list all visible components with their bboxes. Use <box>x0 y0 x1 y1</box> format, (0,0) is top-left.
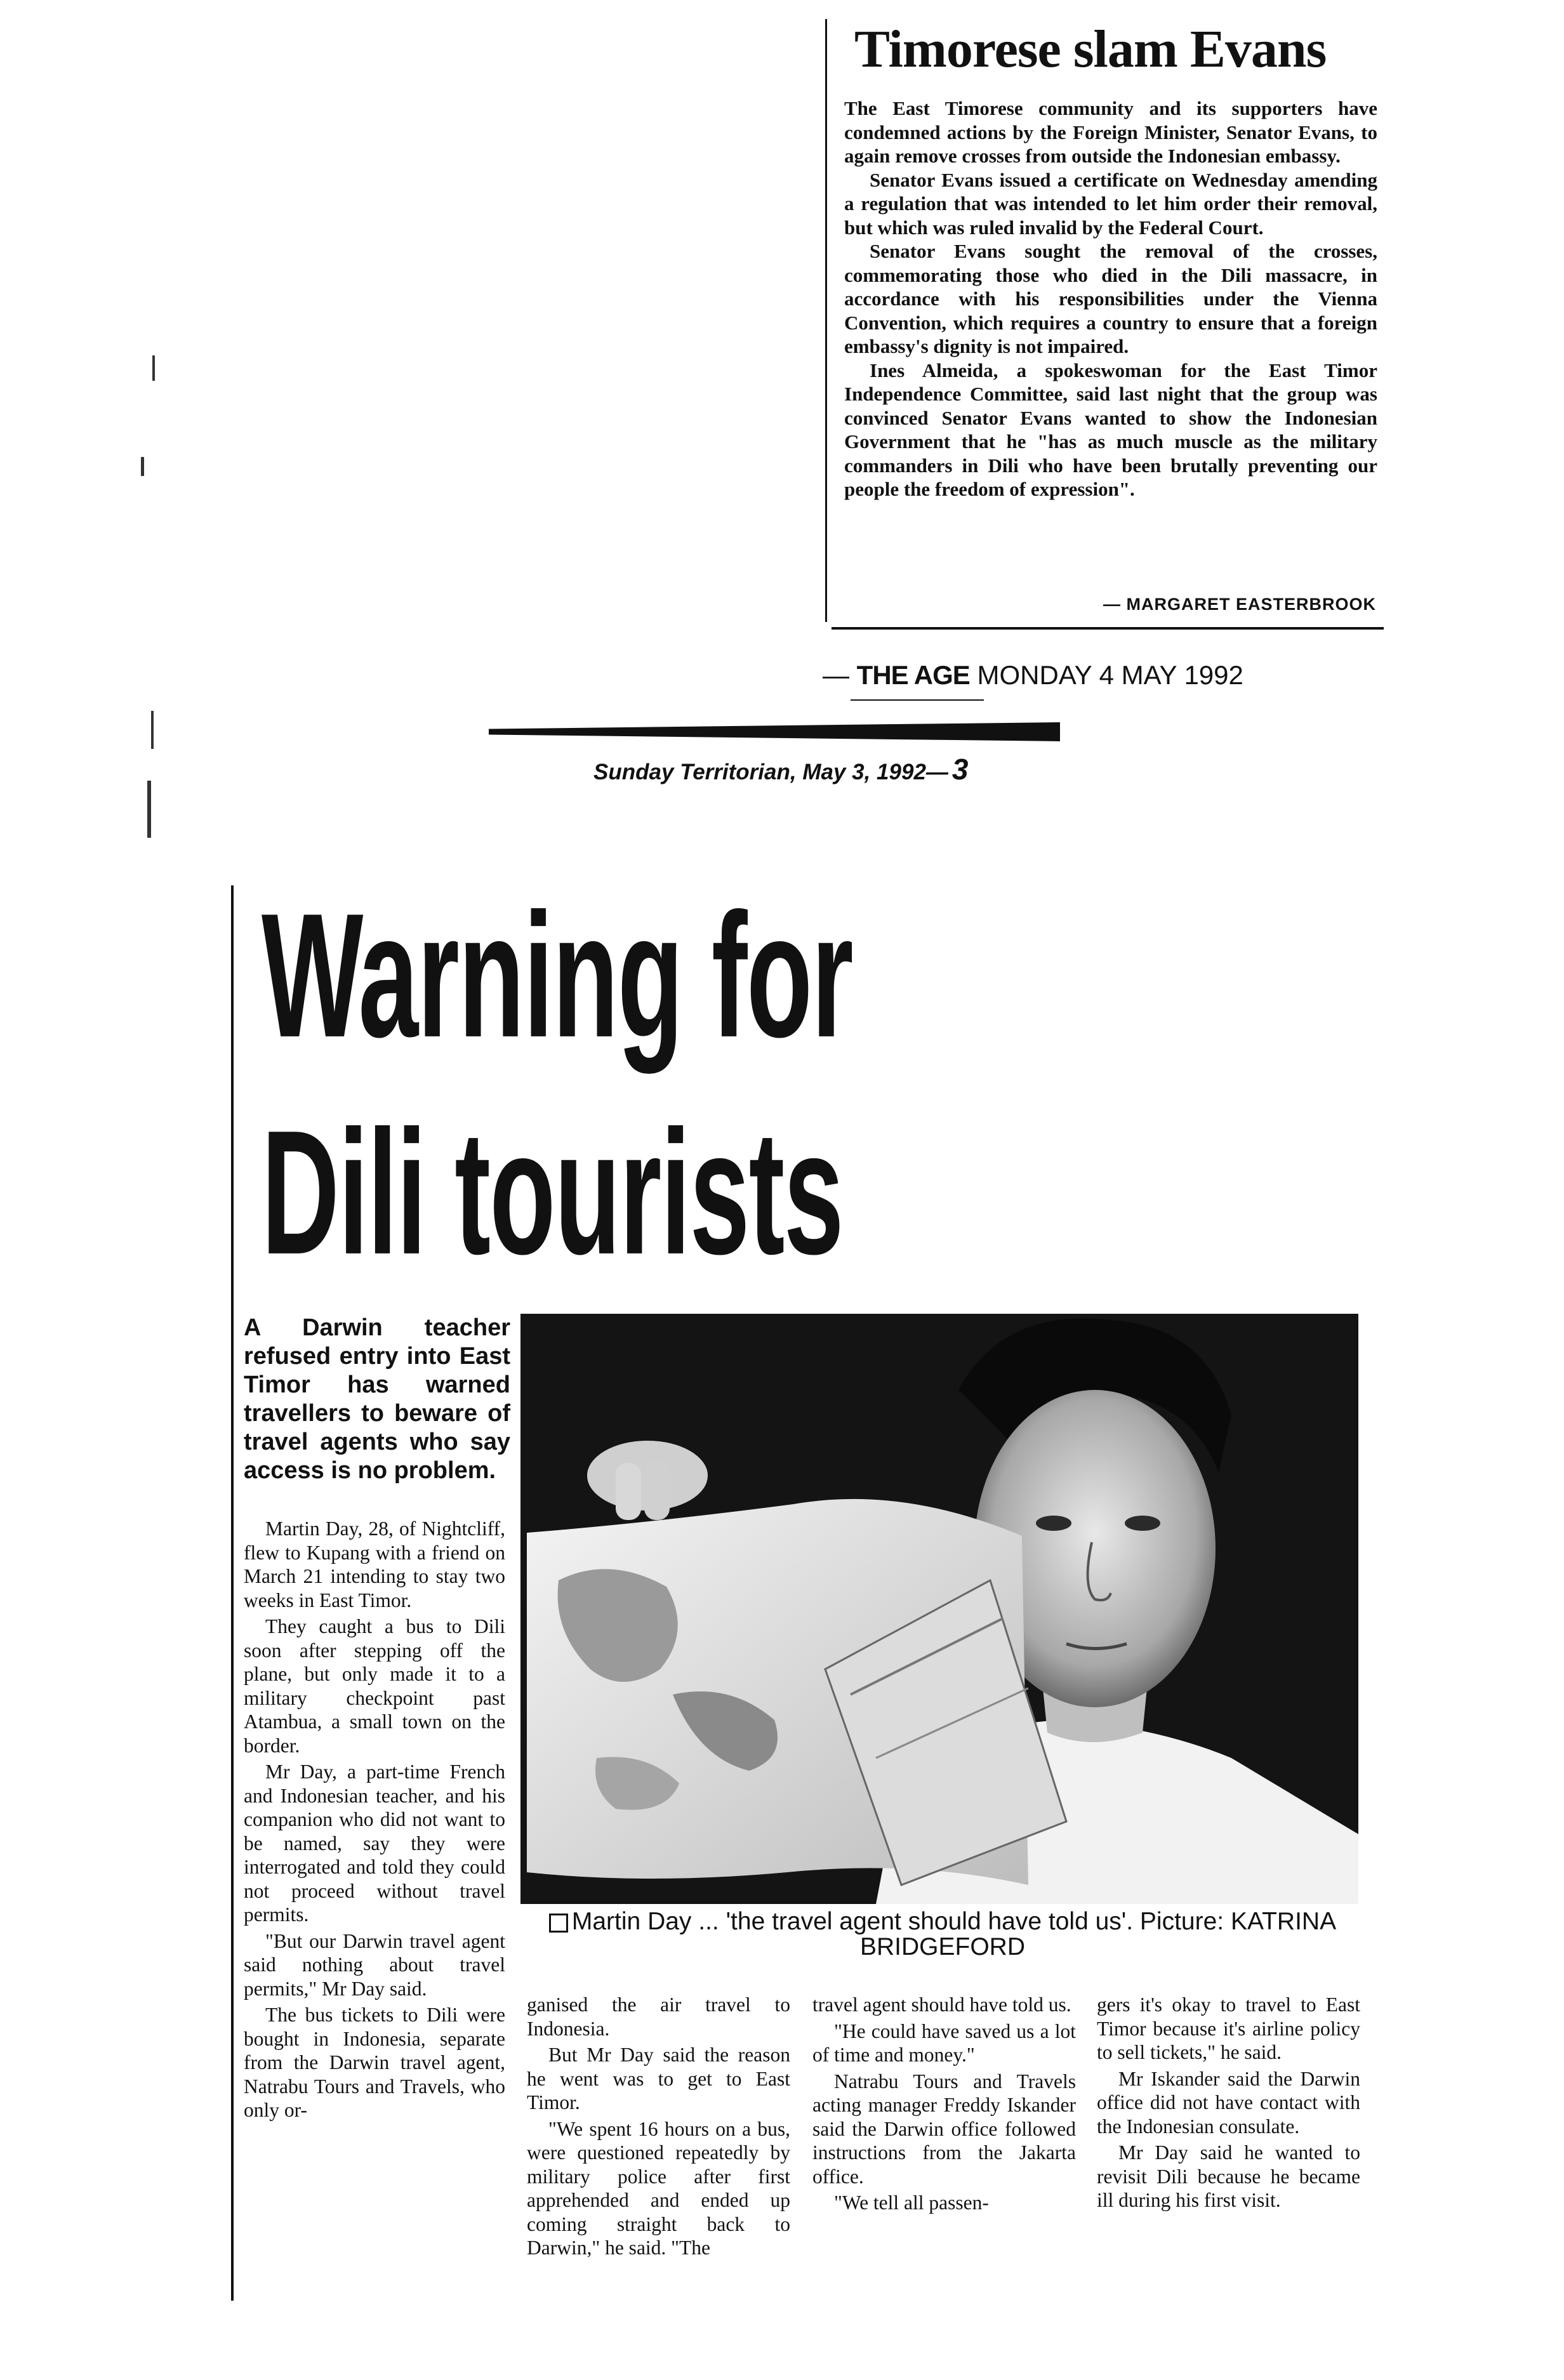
paragraph: travel agent should have told us. <box>812 1993 1071 2016</box>
age-paragraph: Ines Almeida, a spokeswoman for the East Timor Independence Committee, said last night that the group was convinced Senator Evans wanted to show the Indonesian Government that he "has as much muscle as the military commanders in Dili who have been brutally preventing our people the freedom of expression". <box>844 359 1377 500</box>
dateline-prefix: — <box>823 660 857 690</box>
age-headline: Timorese slam Evans <box>854 20 1327 79</box>
paragraph: The bus tickets to Dili were bought in Indonesia, separate from the Darwin travel agent, Natrabu Tours and Travels, who only or- <box>244 2004 505 2121</box>
age-article-body <box>844 96 1377 501</box>
story-column-2 <box>527 1993 790 2263</box>
caption-text: Martin Day ... 'the travel agent should have told us'. Picture: KATRINA BRIDGEFORD <box>571 1908 1337 1960</box>
dateline-paper: THE AGE <box>856 660 970 690</box>
masthead-bar <box>489 722 1060 741</box>
age-paragraph: Senator Evans issued a certificate on Wednesday amending a regulation that was intended to let him order their removal, but which was ruled invalid by the Federal Court. <box>844 168 1377 239</box>
dateline-date: MONDAY 4 MAY 1992 <box>969 660 1243 690</box>
dateline-underline <box>851 699 984 701</box>
caption-box-icon <box>549 1914 568 1933</box>
paragraph: But Mr Day said the reason he went was to get to East Timor. <box>527 2044 790 2113</box>
scan-mark <box>151 711 154 749</box>
headline-line-1: Warning for <box>262 876 853 1074</box>
page-number: 3 <box>951 753 969 786</box>
news-photo <box>520 1314 1358 1904</box>
headline-line-2: Dili tourists <box>262 1094 843 1292</box>
photo-illustration <box>520 1314 1358 1904</box>
age-clipping <box>825 14 1384 623</box>
paragraph: "But our Darwin travel agent said nothing about travel permits," Mr Day said. <box>244 1929 505 2000</box>
age-dateline <box>823 660 1243 691</box>
story-column-3 <box>812 1993 1076 2218</box>
paragraph: Mr Day said he wanted to revisit Dili because he became ill during his first visit. <box>1097 2141 1360 2211</box>
age-paragraph: Senator Evans sought the removal of the crosses, commemorating those who died in the Dili massacre, in accordance with his responsibilities under the Vienna Convention, which requires a country to ensure that a foreign embassy's dignity is not impaired. <box>844 240 1377 357</box>
paragraph: "He could have saved us a lot of time and money." <box>812 2020 1076 2066</box>
bottom-rule <box>832 627 1384 630</box>
paragraph: They caught a bus to Dili soon after stepping off the plane, but only made it to a military checkpoint past Atambua, a small town on the border. <box>244 1615 505 1757</box>
folio-text: Sunday Territorian, May 3, 1992— <box>593 760 948 784</box>
paragraph: Mr Day, a part-time French and Indonesian teacher, and his companion who did not want to be named, say they were interrogated and told they could not proceed without travel permits. <box>244 1761 505 1926</box>
paragraph: Natrabu Tours and Travels acting manager Freddy Iskander said the Darwin office followed instructions from the Jakarta office. <box>812 2070 1076 2188</box>
territorian-folio <box>593 752 969 786</box>
story-column-4 <box>1097 1993 1360 2215</box>
age-byline: — MARGARET EASTERBROOK <box>1103 595 1376 614</box>
paragraph: Mr Iskander said the Darwin office did not have contact with the Indonesian consulate. <box>1097 2067 1360 2138</box>
paragraph: Martin Day, 28, of Nightcliff, flew to Kupang with a friend on March 21 intending to stay two weeks in East Timor. <box>244 1517 505 1611</box>
age-paragraph: The East Timorese community and its supporters have condemned actions by the Foreign Minister, Senator Evans, to again remove crosses from outside the Indonesian embassy. <box>844 97 1377 167</box>
paragraph: gers it's okay to travel to East Timor because it's airline policy to sell tickets," he said. <box>1097 1993 1360 2063</box>
paragraph: "We spent 16 hours on a bus, were questioned repeatedly by military police after first apprehended and ended up coming straight back to Darwin," he said. "The <box>527 2117 790 2259</box>
story-rule <box>231 885 234 2301</box>
scan-mark <box>147 781 151 838</box>
story-intro: A Darwin teacher refused entry into East Timor has warned travellers to beware of travel agents who say access is no problem. <box>244 1314 510 1484</box>
photo-caption <box>527 1909 1358 1960</box>
paragraph: ganised the air travel to Indonesia. <box>527 1993 790 2040</box>
scan-mark <box>141 457 144 476</box>
scan-mark <box>152 355 155 381</box>
paragraph: "We tell all passen- <box>834 2192 989 2214</box>
column-rule <box>825 19 827 622</box>
story-column-1 <box>244 1517 505 2125</box>
